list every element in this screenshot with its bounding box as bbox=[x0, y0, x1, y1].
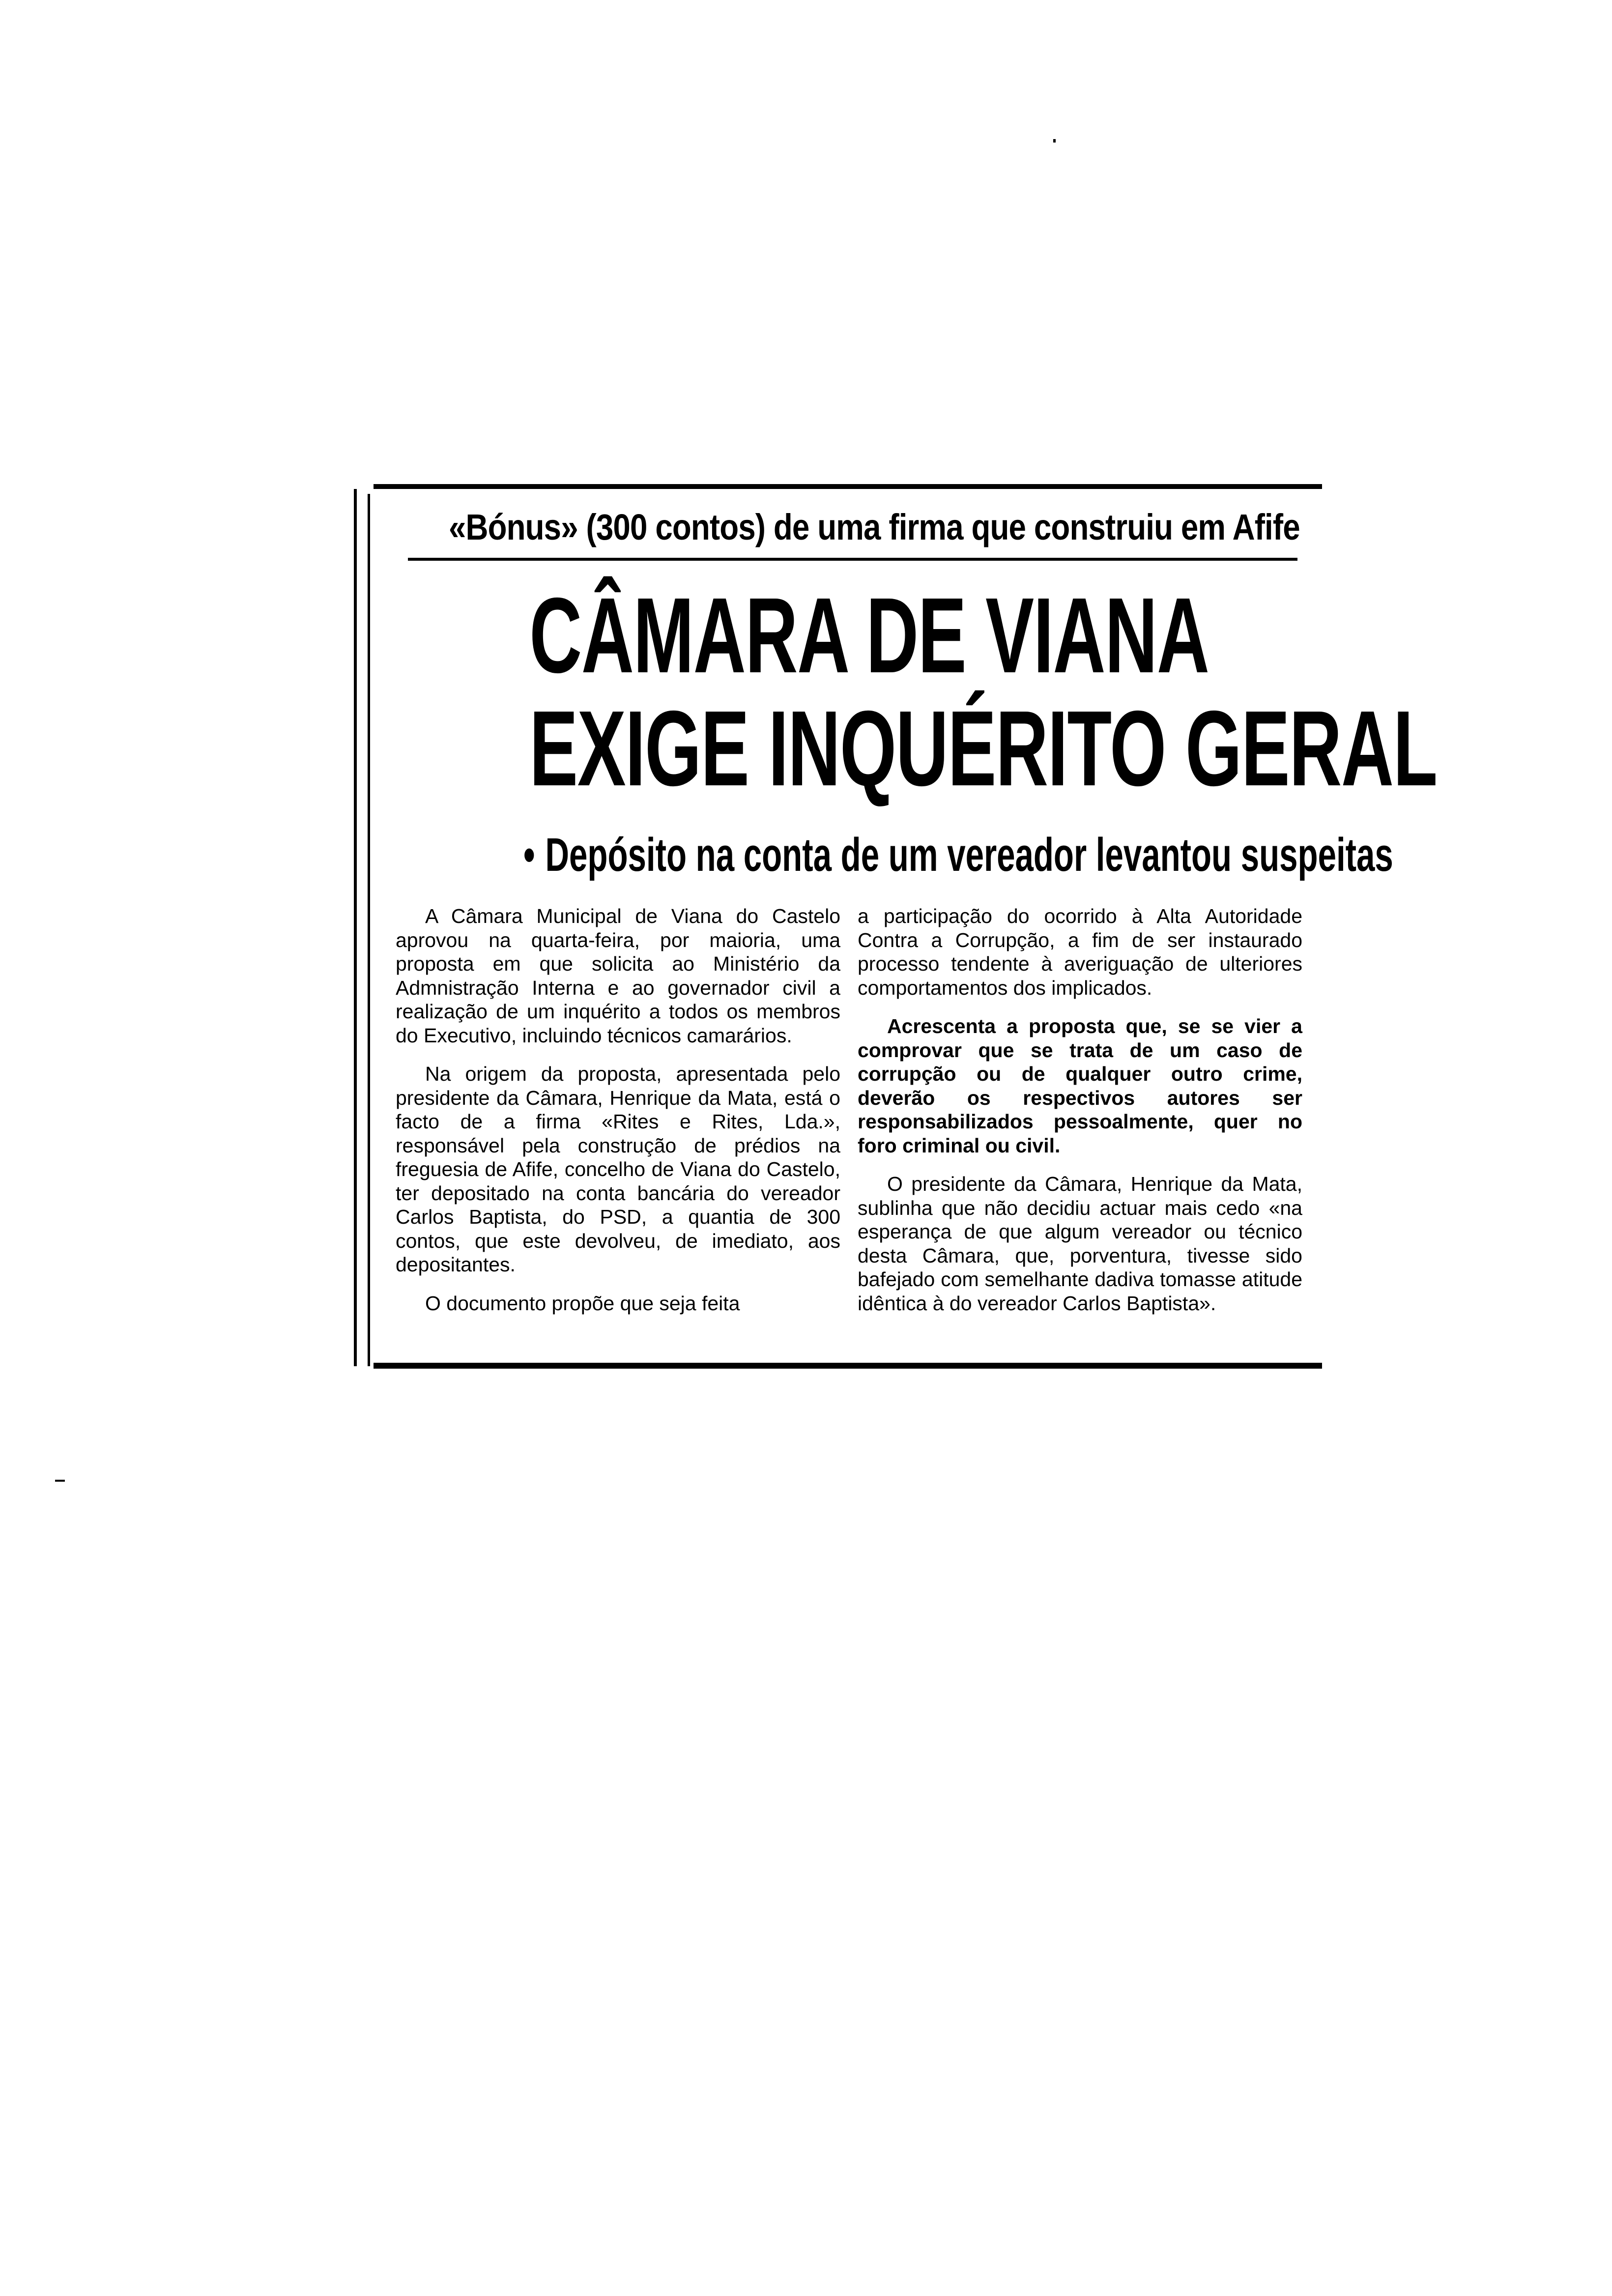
headline-line-1: CÂMARA DE VIANA bbox=[529, 576, 1209, 695]
scan-speck bbox=[55, 1480, 65, 1482]
headline-line-2: EXIGE INQUÉRITO GERAL bbox=[529, 689, 1437, 808]
article-column-right bbox=[858, 904, 1302, 1330]
deck-bullet: • bbox=[523, 829, 535, 881]
scan-speck bbox=[1053, 139, 1056, 143]
newspaper-clipping bbox=[354, 484, 1437, 1371]
article-column-left bbox=[396, 904, 840, 1330]
border-rule bbox=[374, 484, 1322, 489]
paragraph: A Câmara Municipal de Viana do Castelo aprovou na quarta-feira, por maioria, uma proposta em que solicita ao Ministério da Admnistração Interna e ao governador civil a realização de um inquérito a todos os membros do Executivo, incluindo técnicos camarários. bbox=[396, 905, 840, 1047]
kicker-rule bbox=[408, 558, 1297, 561]
paragraph: Acrescenta a proposta que, se se vier a comprovar que se trata de um caso de corrupção ou de qualquer outro crime, deverão os respectivos autores ser responsabilizados pessoalmente, quer no foro criminal ou civil. bbox=[858, 1015, 1302, 1157]
border-rule bbox=[368, 494, 370, 1366]
deck bbox=[523, 828, 1393, 882]
paragraph: a participação do ocorrido à Alta Autoridade Contra a Corrupção, a fim de ser instaurado processo tendente à averiguação de ulteriores comportamentos dos implicados. bbox=[858, 905, 1302, 999]
border-rule bbox=[354, 489, 357, 1366]
border-rule bbox=[374, 1363, 1322, 1369]
deck-text: Depósito na conta de um vereador levantou suspeitas bbox=[545, 829, 1393, 881]
paragraph: Na origem da proposta, apresentada pelo presidente da Câmara, Henrique da Mata, está o facto de a firma «Rites e Rites, Lda.», responsável pela construção de prédios na freguesia de Afife, concelho de Viana do Castelo, ter depositado na conta bancária do vereador Carlos Baptista, do PSD, a quantia de 300 contos, que este devolveu, de imediato, aos depositantes. bbox=[396, 1062, 840, 1276]
paragraph: O presidente da Câmara, Henrique da Mata, sublinha que não decidiu actuar mais cedo «na esperança de que algum vereador ou técnico desta Câmara, que, porventura, tivesse sido bafejado com semelhante dadiva tomasse atitude idêntica à do vereador Carlos Baptista». bbox=[858, 1173, 1302, 1315]
kicker: «Bónus» (300 contos) de uma firma que construiu em Afife bbox=[449, 507, 1300, 547]
paragraph: O documento propõe que seja feita bbox=[425, 1292, 740, 1315]
